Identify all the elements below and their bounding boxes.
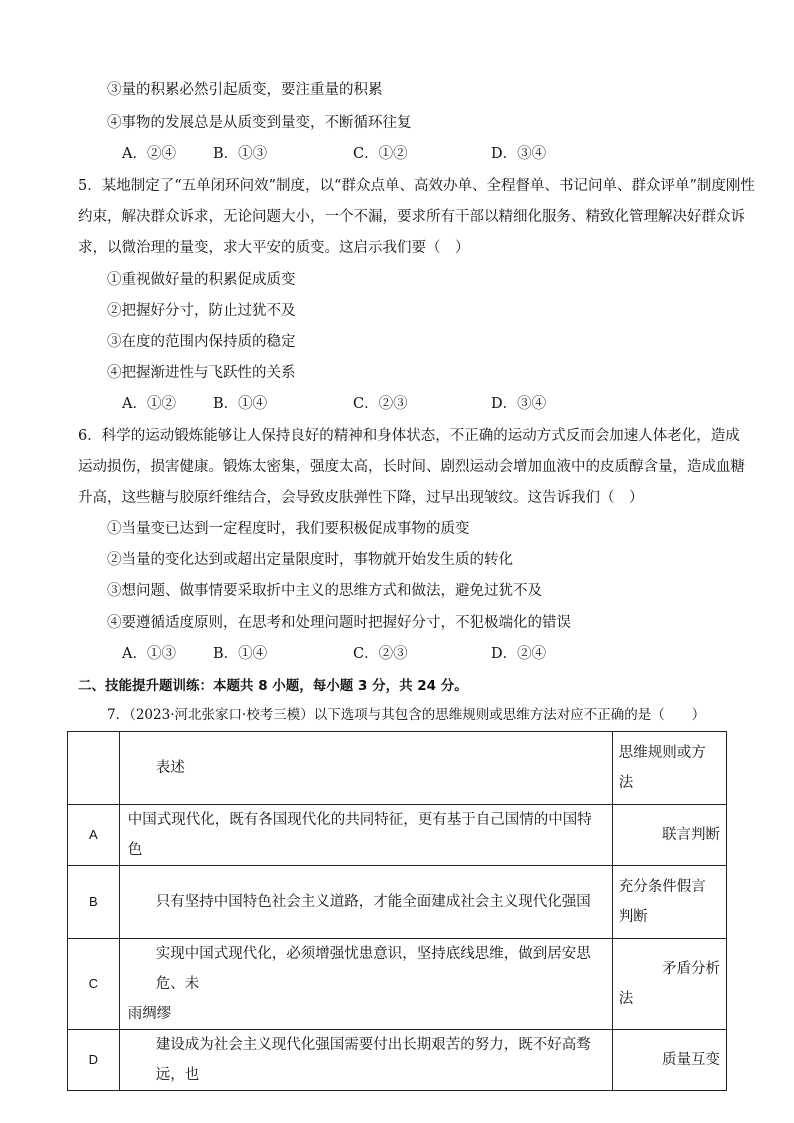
q6-item-1: ①当量变已达到一定程度时，我们要积极促成事物的质变 (107, 521, 470, 537)
q7-table (67, 731, 727, 1091)
q5-option-a: A．①② (122, 396, 176, 412)
row-desc (119, 866, 612, 939)
table-row (68, 1030, 727, 1091)
q6-option-c: C．②③ (353, 646, 408, 662)
prev-option-a: A．②④ (122, 146, 176, 162)
q6-stem-line-3: 升高，这些糖与胶原纤维结合，会导致皮肤弹性下降，过早出现皱纹。这告诉我们（ ） (78, 490, 644, 506)
header-desc: 表述 (155, 760, 185, 776)
q6-option-a: A．①③ (122, 646, 176, 662)
table-row (68, 939, 727, 1030)
row-desc-line-1: 中国式现代化，既有各国现代化的共同特征，更有基于自己国情的中国特色 (127, 812, 592, 858)
row-desc (119, 805, 612, 866)
q6-item-3: ③想问题、做事情要采取折中主义的思维方式和做法，避免过犹不及 (107, 583, 542, 599)
table-header-row (68, 732, 727, 805)
table-row (68, 805, 727, 866)
row-method (612, 805, 726, 866)
q5-item-3: ③在度的范围内保持质的稳定 (107, 334, 296, 350)
row-letter: D (68, 1030, 120, 1091)
q5-stem-line-3: 求，以微治理的量变，求大平安的质变。这启示我们要（ ） (78, 240, 470, 256)
table-row (68, 866, 727, 939)
row-desc-line-1: 只有坚持中国特色社会主义道路，才能全面建成社会主义现代化强国 (155, 894, 591, 910)
row-method (612, 939, 726, 1030)
row-method-line-2: 判断 (618, 909, 648, 925)
q5-item-2: ②把握好分寸，防止过犹不及 (107, 303, 296, 319)
row-desc-line-2: 雨绸缪 (127, 1006, 172, 1022)
row-desc-line-1: 建设成为社会主义现代化强国需要付出长期艰苦的努力，既不好高骛远，也 (155, 1037, 591, 1083)
q5-stem-line-1: 5．某地制定了“五单闭环问效”制度，以“群众点单、高效办单、全程督单、书记问单、群众评单”制度刚性 (78, 178, 755, 194)
q5-stem-line-2: 约束，解决群众诉求，无论问题大小，一个不漏，要求所有干部以精细化服务、精致化管理解决好群众诉 (78, 209, 745, 225)
row-desc (119, 1030, 612, 1091)
prev-option-c: C．①② (353, 146, 408, 162)
q6-stem-line-1: 6．科学的运动锻炼能够让人保持良好的精神和身体状态，不正确的运动方式反而会加速人体老化，造成 (78, 428, 740, 444)
q5-option-d: D．③④ (491, 396, 547, 412)
row-method-line-1: 矛盾分析 (662, 961, 720, 977)
prev-item-4: ④事物的发展总是从质变到量变，不断循环往复 (107, 115, 412, 131)
prev-option-d: D．③④ (491, 146, 547, 162)
header-method-cell (612, 732, 726, 805)
q5-option-b: B．①④ (213, 396, 268, 412)
row-method-line-1: 联言判断 (662, 827, 720, 843)
q5-item-1: ①重视做好量的积累促成质变 (107, 272, 296, 288)
section-heading: 二、技能提升题训练：本题共 8 小题，每小题 3 分，共 24 分。 (78, 678, 468, 694)
row-letter: B (68, 866, 120, 939)
prev-item-3: ③量的积累必然引起质变，要注重量的积累 (107, 82, 383, 98)
header-method-line-1: 思维规则或方 (618, 745, 706, 761)
q6-stem-line-2: 运动损伤，损害健康。锻炼太密集，强度太高，长时间、剧烈运动会增加血液中的皮质醇含量，造成血糖 (78, 459, 745, 475)
q6-option-b: B．①④ (213, 646, 268, 662)
q6-item-4: ④要遵循适度原则，在思考和处理问题时把握好分寸，不犯极端化的错误 (107, 615, 571, 631)
header-method-line-2: 法 (618, 775, 634, 791)
q5-option-c: C．②③ (353, 396, 408, 412)
q6-item-2: ②当量的变化达到或超出定量限度时，事物就开始发生质的转化 (107, 552, 513, 568)
row-letter: C (68, 939, 120, 1030)
row-letter: A (68, 805, 120, 866)
row-desc-line-1: 实现中国式现代化，必须增强忧患意识，坚持底线思维，做到居安思危、未 (155, 946, 591, 992)
row-method-line-1: 充分条件假言 (618, 879, 706, 895)
q7-stem: 7．（2023·河北张家口·校考三模）以下选项与其包含的思维规则或思维方法对应不正确的是（ ） (107, 707, 706, 723)
row-method (612, 866, 726, 939)
q6-option-d: D．②④ (491, 646, 547, 662)
header-letter-cell (68, 732, 120, 805)
prev-option-b: B．①③ (213, 146, 268, 162)
q5-item-4: ④把握渐进性与飞跃性的关系 (107, 365, 296, 381)
row-method-line-1: 质量互变 (662, 1052, 720, 1068)
row-desc (119, 939, 612, 1030)
row-method (612, 1030, 726, 1091)
header-desc-cell (119, 732, 612, 805)
row-method-line-2: 法 (618, 991, 634, 1007)
